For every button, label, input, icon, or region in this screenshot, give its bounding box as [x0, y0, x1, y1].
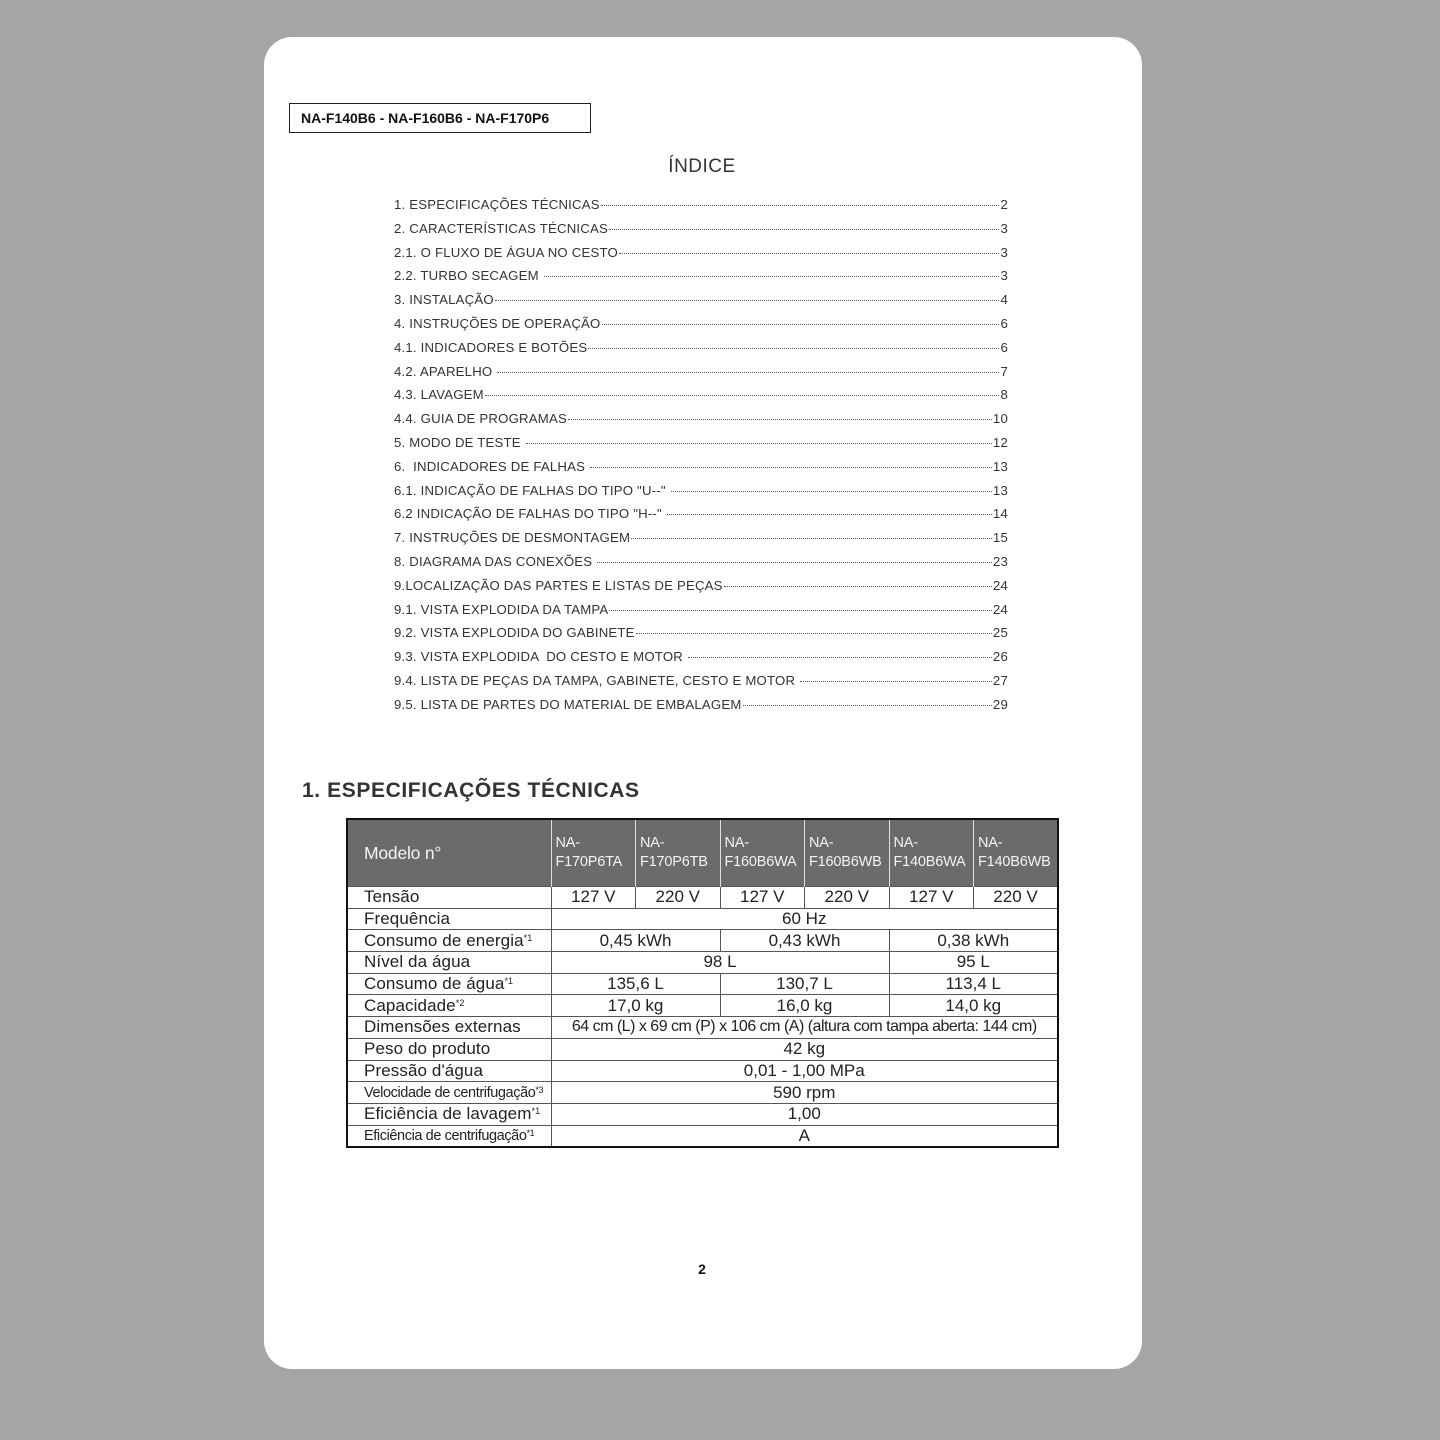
- toc-dot-leader: [597, 562, 992, 563]
- toc-dot-leader: [636, 633, 992, 634]
- model-header: NA- F160B6WA: [720, 819, 805, 887]
- toc-entry-label: 5. MODO DE TESTE: [394, 434, 525, 450]
- toc-entry: [394, 578, 1008, 602]
- model-header: NA- F160B6WB: [805, 819, 890, 887]
- toc-entry: [394, 483, 1008, 507]
- footnote-marker: *1: [531, 1106, 541, 1117]
- table-row: [347, 973, 1058, 995]
- toc-dot-leader: [601, 205, 1000, 206]
- table-cell: 135,6 L: [551, 973, 720, 995]
- toc-entry: [394, 387, 1008, 411]
- toc-dot-leader: [590, 467, 992, 468]
- toc-entry-label: 4. INSTRUÇÕES DE OPERAÇÃO: [394, 315, 601, 331]
- toc-entry-label: 4.3. LAVAGEM: [394, 387, 484, 403]
- toc-entry: [394, 268, 1008, 292]
- table-row: [347, 1125, 1058, 1147]
- toc-dot-leader: [497, 372, 999, 373]
- table-header-row: [347, 819, 1058, 887]
- table-row: [347, 1103, 1058, 1125]
- table-row: [347, 908, 1058, 930]
- toc-dot-leader: [588, 348, 999, 349]
- toc-entry-page: 29: [992, 696, 1008, 712]
- table-row: [347, 1038, 1058, 1060]
- table-cell: 0,01 - 1,00 MPa: [551, 1060, 1058, 1082]
- footnote-marker: *3: [535, 1084, 544, 1095]
- toc-entry-page: 25: [992, 625, 1008, 641]
- table-cell: 0,38 kWh: [889, 930, 1058, 952]
- model-header: NA- F140B6WA: [889, 819, 974, 887]
- table-cell: 130,7 L: [720, 973, 889, 995]
- footnote-marker: *1: [523, 932, 533, 943]
- toc-entry: [394, 316, 1008, 340]
- table-cell: 14,0 kg: [889, 995, 1058, 1017]
- toc-dot-leader: [631, 538, 992, 539]
- toc-entry: [394, 340, 1008, 364]
- toc-dot-leader: [609, 610, 991, 611]
- table-cell: 95 L: [889, 952, 1058, 974]
- row-label-nivel-agua: Nível da água: [347, 952, 551, 974]
- toc-entry-page: 6: [1000, 315, 1008, 331]
- toc-entry-page: 13: [992, 458, 1008, 474]
- toc-entry-page: 13: [992, 482, 1008, 498]
- table-cell: 16,0 kg: [720, 995, 889, 1017]
- toc-dot-leader: [526, 443, 992, 444]
- section-title: 1. ESPECIFICAÇÕES TÉCNICAS: [302, 779, 640, 802]
- toc-dot-leader: [602, 324, 1000, 325]
- toc-entry-label: 7. INSTRUÇÕES DE DESMONTAGEM: [394, 530, 631, 546]
- table-cell: 17,0 kg: [551, 995, 720, 1017]
- toc-entry: [394, 364, 1008, 388]
- table-cell: 60 Hz: [551, 908, 1058, 930]
- index-title-text: ÍNDICE: [668, 156, 736, 177]
- row-label-consumo-energia: Consumo de energia$^{*1}$: [347, 930, 551, 952]
- model-numbers-box: NA-F140B6 - NA-F160B6 - NA-F170P6: [289, 103, 591, 133]
- toc-entry: [394, 435, 1008, 459]
- toc-dot-leader: [671, 491, 992, 492]
- table-cell: 0,45 kWh: [551, 930, 720, 952]
- table-cell: 220 V: [805, 887, 890, 909]
- row-label-pressao: Pressão d'água: [347, 1060, 551, 1082]
- toc-dot-leader: [619, 253, 1000, 254]
- toc-entry: [394, 221, 1008, 245]
- row-label-eficiencia-lavagem: Eficiência de lavagem$^{*1}$: [347, 1103, 551, 1125]
- toc-entry-page: 14: [992, 506, 1008, 522]
- toc-entry-page: 15: [992, 530, 1008, 546]
- toc-dot-leader: [485, 395, 1000, 396]
- toc-entry-label: 1. ESPECIFICAÇÕES TÉCNICAS: [394, 197, 600, 212]
- row-label-dimensoes: Dimensões externas: [347, 1017, 551, 1039]
- footnote-marker: *1: [504, 976, 514, 987]
- row-label-frequencia: Frequência: [347, 908, 551, 930]
- toc-dot-leader: [544, 276, 1000, 277]
- toc-entry: [394, 411, 1008, 435]
- toc-dot-leader: [743, 705, 992, 706]
- table-cell: A: [551, 1125, 1058, 1147]
- table-row: [347, 952, 1058, 974]
- toc-entry-label: 4.1. INDICADORES E BOTÕES: [394, 339, 588, 355]
- table-cell: 127 V: [551, 887, 636, 909]
- table-cell: 0,43 kWh: [720, 930, 889, 952]
- toc-entry-page: 24: [992, 601, 1008, 617]
- toc-dot-leader: [568, 419, 992, 420]
- toc-entry-label: 9.5. LISTA DE PARTES DO MATERIAL DE EMBALAGEM: [394, 696, 742, 712]
- toc-entry: [394, 506, 1008, 530]
- row-label-peso: Peso do produto: [347, 1038, 551, 1060]
- toc-entry: [394, 697, 1008, 721]
- toc-entry: [394, 459, 1008, 483]
- row-label-consumo-agua: Consumo de água$^{*1}$: [347, 973, 551, 995]
- table-cell: 1,00: [551, 1103, 1058, 1125]
- toc-entry: [394, 245, 1008, 269]
- table-cell: 127 V: [889, 887, 974, 909]
- footnote-marker: *1: [526, 1127, 535, 1138]
- table-cell: 113,4 L: [889, 973, 1058, 995]
- toc-entry-label: 2. CARACTERÍSTICAS TÉCNICAS: [394, 220, 608, 236]
- index-title: [264, 156, 1142, 178]
- toc-entry: [394, 197, 1008, 221]
- model-label-header: Modelo n°: [347, 819, 551, 887]
- toc-entry: [394, 554, 1008, 578]
- document-page: [264, 37, 1142, 1369]
- toc-entry: [394, 625, 1008, 649]
- toc-entry-page: 2: [1000, 197, 1008, 212]
- table-row: [347, 1082, 1058, 1104]
- toc-entry-page: 23: [992, 553, 1008, 569]
- table-cell: 64 cm (L) x 69 cm (P) x 106 cm (A) (altura com tampa aberta: 144 cm): [551, 1017, 1058, 1039]
- toc-entry-label: 3. INSTALAÇÃO: [394, 292, 494, 308]
- row-label-capacidade: Capacidade$^{*2}$: [347, 995, 551, 1017]
- toc-entry-label: 6.1. INDICAÇÃO DE FALHAS DO TIPO "U--": [394, 482, 670, 498]
- toc-entry-page: 4: [1000, 292, 1008, 308]
- toc-entry-page: 26: [992, 649, 1008, 665]
- specifications-table: [346, 818, 1059, 1148]
- toc-entry-label: 2.1. O FLUXO DE ÁGUA NO CESTO: [394, 244, 618, 260]
- toc-entry-page: 8: [1000, 387, 1008, 403]
- table-row: [347, 930, 1058, 952]
- toc-entry-label: 4.2. APARELHO: [394, 363, 497, 379]
- table-row: [347, 1060, 1058, 1082]
- model-header: NA- F170P6TA: [551, 819, 636, 887]
- toc-entry: [394, 530, 1008, 554]
- toc-dot-leader: [609, 229, 999, 230]
- table-of-contents: [394, 197, 1008, 721]
- table-row: [347, 1017, 1058, 1039]
- toc-entry-page: 10: [992, 411, 1008, 427]
- toc-dot-leader: [667, 514, 992, 515]
- toc-entry-page: 7: [1000, 363, 1008, 379]
- toc-entry-label: 6. INDICADORES DE FALHAS: [394, 458, 590, 474]
- toc-entry-label: 2.2. TURBO SECAGEM: [394, 268, 543, 284]
- toc-entry-label: 8. DIAGRAMA DAS CONEXÕES: [394, 553, 597, 569]
- model-header: NA- F170P6TB: [636, 819, 721, 887]
- toc-entry-label: 9.3. VISTA EXPLODIDA DO CESTO E MOTOR: [394, 649, 687, 665]
- toc-entry: [394, 673, 1008, 697]
- row-label-velocidade: Velocidade de centrifugação$^{*3}$: [347, 1082, 551, 1104]
- table-row: [347, 995, 1058, 1017]
- toc-entry: [394, 649, 1008, 673]
- toc-entry-label: 9.2. VISTA EXPLODIDA DO GABINETE: [394, 625, 635, 641]
- toc-entry-page: 3: [1000, 220, 1008, 236]
- toc-entry-page: 12: [992, 434, 1008, 450]
- toc-entry-label: 4.4. GUIA DE PROGRAMAS: [394, 411, 567, 427]
- toc-dot-leader: [800, 681, 992, 682]
- table-cell: 42 kg: [551, 1038, 1058, 1060]
- toc-entry-page: 24: [992, 577, 1008, 593]
- toc-entry-page: 3: [1000, 244, 1008, 260]
- table-row: [347, 887, 1058, 909]
- table-cell: 220 V: [636, 887, 721, 909]
- row-label-eficiencia-centrifugacao: Eficiência de centrifugação$^{*1}$: [347, 1125, 551, 1147]
- table-cell: 127 V: [720, 887, 805, 909]
- toc-dot-leader: [688, 657, 992, 658]
- toc-entry-label: 6.2 INDICAÇÃO DE FALHAS DO TIPO "H--": [394, 506, 666, 522]
- toc-entry-label: 9.4. LISTA DE PEÇAS DA TAMPA, GABINETE, CESTO E MOTOR: [394, 672, 800, 688]
- toc-dot-leader: [724, 586, 992, 587]
- toc-dot-leader: [495, 300, 1000, 301]
- row-label-tensao: Tensão: [347, 887, 551, 909]
- toc-entry: [394, 602, 1008, 626]
- table-cell: 220 V: [974, 887, 1059, 909]
- table-cell: 590 rpm: [551, 1082, 1058, 1104]
- page-number-text: 2: [698, 1261, 706, 1277]
- toc-entry-page: 6: [1000, 339, 1008, 355]
- toc-entry-label: 9.LOCALIZAÇÃO DAS PARTES E LISTAS DE PEÇAS: [394, 577, 723, 593]
- page-number: [264, 1261, 1142, 1277]
- model-header: NA- F140B6WB: [974, 819, 1059, 887]
- toc-entry: [394, 292, 1008, 316]
- table-cell: 98 L: [551, 952, 889, 974]
- toc-entry-page: 3: [1000, 268, 1008, 284]
- footnote-marker: *2: [455, 997, 465, 1008]
- toc-entry-page: 27: [992, 672, 1008, 688]
- toc-entry-label: 9.1. VISTA EXPLODIDA DA TAMPA: [394, 601, 609, 617]
